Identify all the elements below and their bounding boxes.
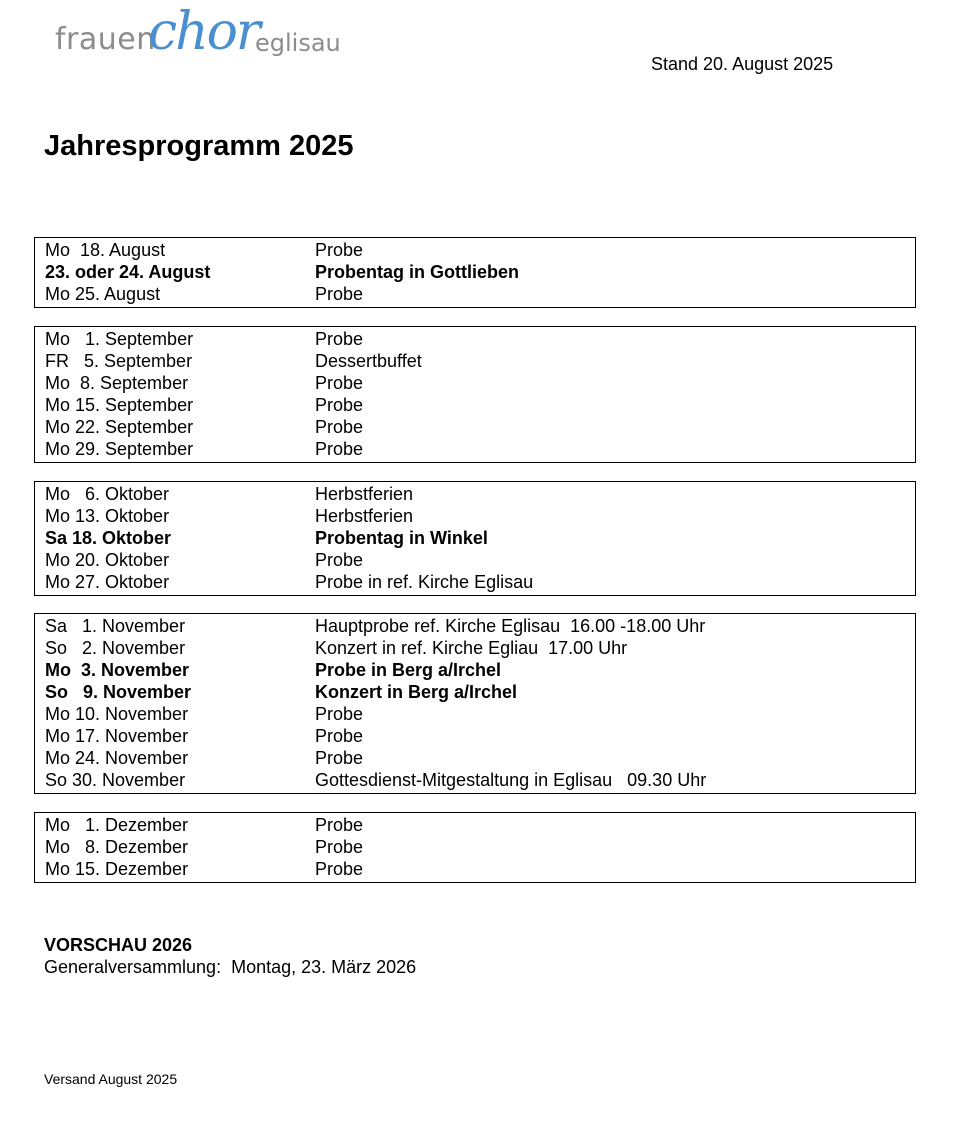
schedule-event: Probe in Berg a/Irchel xyxy=(315,660,502,680)
schedule-event: Probe xyxy=(315,837,364,857)
schedule-event: Probentag in Gottlieben xyxy=(315,262,520,282)
schedule-date: Mo 13. Oktober xyxy=(45,506,170,526)
schedule-date: Mo 17. November xyxy=(45,726,189,746)
schedule-event: Probe xyxy=(315,748,364,768)
schedule-event: Probe xyxy=(315,704,364,724)
schedule-row xyxy=(35,483,915,505)
schedule-event: Gottesdienst-Mitgestaltung in Eglisau 09.30 Uhr xyxy=(315,770,707,790)
schedule-date: Mo 10. November xyxy=(45,704,189,724)
schedule-date: Mo 3. November xyxy=(45,660,190,680)
schedule-event: Probe xyxy=(315,329,364,349)
schedule-event: Probe xyxy=(315,815,364,835)
schedule-row xyxy=(35,571,915,593)
vorschau-title: VORSCHAU 2026 xyxy=(44,935,193,955)
logo-word-chor: chor xyxy=(148,2,259,62)
schedule-date: So 2. November xyxy=(45,638,186,658)
schedule-row xyxy=(35,527,915,549)
schedule-row xyxy=(35,637,915,659)
schedule-date: Mo 8. September xyxy=(45,373,189,393)
schedule-date: Mo 1. September xyxy=(45,329,194,349)
schedule-date: Sa 18. Oktober xyxy=(45,528,172,548)
month-box-august xyxy=(34,237,916,308)
schedule-event: Konzert in ref. Kirche Egliau 17.00 Uhr xyxy=(315,638,628,658)
schedule-date: Sa 1. November xyxy=(45,616,186,636)
schedule-event: Probe xyxy=(315,373,364,393)
vorschau-text: Generalversammlung: Montag, 23. März 2026 xyxy=(44,957,417,977)
schedule-date: Mo 6. Oktober xyxy=(45,484,170,504)
page-title: Jahresprogramm 2025 xyxy=(44,130,354,162)
schedule-event: Herbstferien xyxy=(315,484,414,504)
schedule-date: Mo 27. Oktober xyxy=(45,572,170,592)
schedule-date: So 30. November xyxy=(45,770,186,790)
schedule-event: Herbstferien xyxy=(315,506,414,526)
schedule-row xyxy=(35,438,915,460)
schedule-event: Probentag in Winkel xyxy=(315,528,488,548)
schedule-date: Mo 20. Oktober xyxy=(45,550,170,570)
schedule-date: So 9. November xyxy=(45,682,192,702)
schedule-row xyxy=(35,328,915,350)
schedule-row xyxy=(35,283,915,305)
footer-note: Versand August 2025 xyxy=(44,1071,178,1087)
schedule-row xyxy=(35,615,915,637)
month-box-september xyxy=(34,326,916,463)
schedule-event: Probe xyxy=(315,395,364,415)
schedule-date: FR 5. September xyxy=(45,351,193,371)
logo-word-eglisau: eglisau xyxy=(255,29,341,57)
schedule-row xyxy=(35,505,915,527)
schedule-date: Mo 15. Dezember xyxy=(45,859,189,879)
schedule-row xyxy=(35,372,915,394)
schedule-event: Dessertbuffet xyxy=(315,351,422,371)
schedule-date: Mo 8. Dezember xyxy=(45,837,189,857)
schedule-date: Mo 29. September xyxy=(45,439,194,459)
schedule-event: Probe xyxy=(315,439,364,459)
schedule-row xyxy=(35,549,915,571)
month-box-dezember xyxy=(34,812,916,883)
schedule-row xyxy=(35,814,915,836)
schedule-date: Mo 22. September xyxy=(45,417,194,437)
month-box-oktober xyxy=(34,481,916,596)
schedule-row xyxy=(35,239,915,261)
schedule-event: Probe xyxy=(315,859,364,879)
schedule-row xyxy=(35,858,915,880)
schedule-event: Hauptprobe ref. Kirche Eglisau 16.00 -18.00 Uhr xyxy=(315,616,706,636)
schedule-date: 23. oder 24. August xyxy=(45,262,211,282)
schedule-row xyxy=(35,681,915,703)
schedule-event: Probe xyxy=(315,240,364,260)
month-box-november xyxy=(34,613,916,794)
schedule-date: Mo 25. August xyxy=(45,284,161,304)
schedule-event: Konzert in Berg a/Irchel xyxy=(315,682,518,702)
schedule-event: Probe xyxy=(315,726,364,746)
schedule-row xyxy=(35,261,915,283)
schedule-row xyxy=(35,769,915,791)
schedule-date: Mo 18. August xyxy=(45,240,166,260)
schedule-row xyxy=(35,725,915,747)
schedule-date: Mo 15. September xyxy=(45,395,194,415)
schedule-event: Probe xyxy=(315,550,364,570)
stand-date: Stand 20. August 2025 xyxy=(651,54,834,74)
schedule-event: Probe xyxy=(315,284,364,304)
schedule-date: Mo 24. November xyxy=(45,748,189,768)
schedule-row xyxy=(35,703,915,725)
schedule-row xyxy=(35,836,915,858)
schedule-date: Mo 1. Dezember xyxy=(45,815,189,835)
schedule-row xyxy=(35,747,915,769)
schedule-row xyxy=(35,659,915,681)
schedule-row xyxy=(35,350,915,372)
logo-word-frauen: frauen xyxy=(55,22,156,57)
schedule-row xyxy=(35,394,915,416)
schedule-event: Probe in ref. Kirche Eglisau xyxy=(315,572,534,592)
schedule-event: Probe xyxy=(315,417,364,437)
schedule-row xyxy=(35,416,915,438)
